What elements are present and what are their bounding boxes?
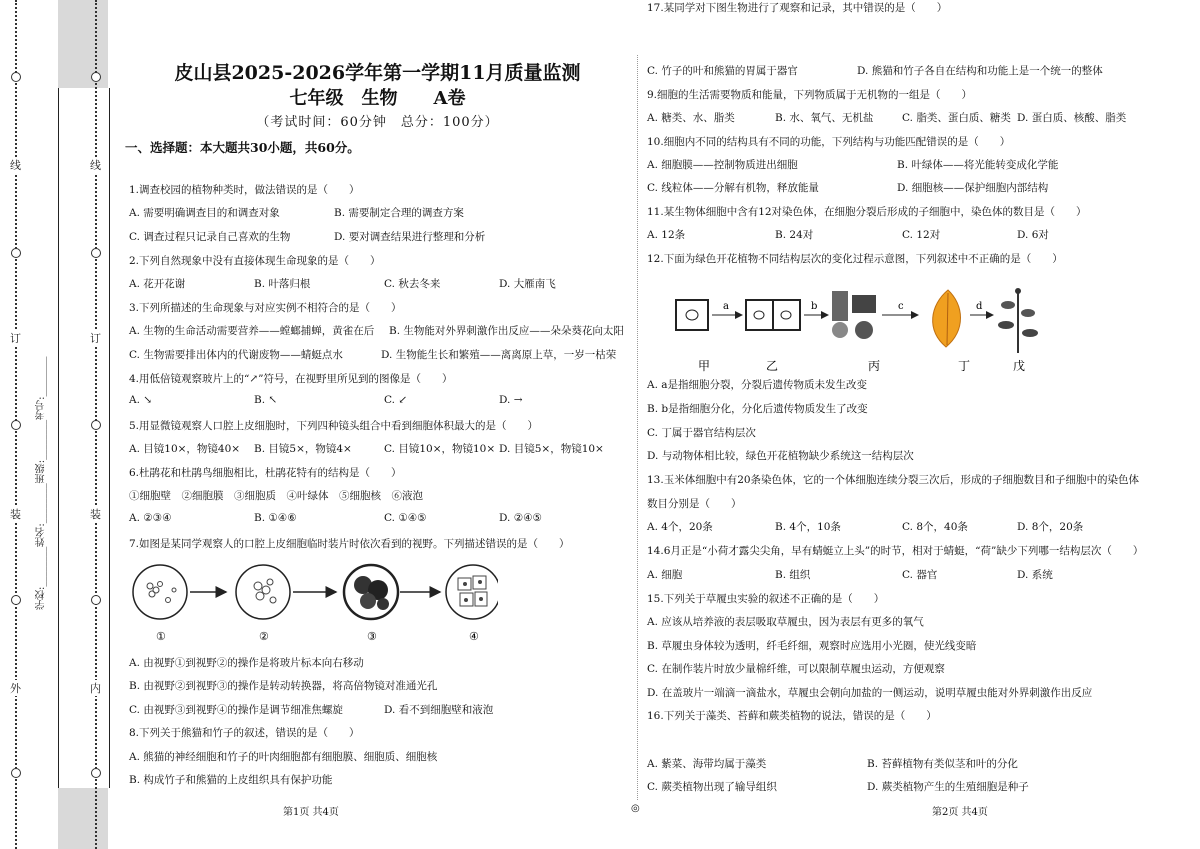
answer-option[interactable]: B. b是指细胞分化，分化后遗传物质发生了改变 (647, 403, 868, 415)
answer-option[interactable]: C. 调查过程只记录自己喜欢的生物 (129, 231, 291, 243)
binding-hole (11, 595, 21, 605)
answer-option[interactable]: D. 目镜5×，物镜10× (499, 443, 604, 455)
answer-option[interactable]: A. 糖类、水、脂类 (647, 112, 735, 124)
binding-mark-outer: 线 (10, 159, 21, 172)
binding-mark-outer: 外 (10, 682, 21, 695)
answer-option[interactable]: A. 应该从培养液的表层吸取草履虫，因为表层有更多的氧气 (647, 616, 924, 628)
binding-hole (91, 595, 101, 605)
stage-label: 戊 (1013, 359, 1026, 373)
answer-option[interactable]: D. 熊猫和竹子各自在结构和功能上是一个统一的整体 (857, 65, 1103, 77)
stage-label: 丙 (868, 359, 881, 373)
answer-option[interactable]: B. ↖ (254, 394, 278, 406)
answer-option[interactable]: B. 需要制定合理的调查方案 (334, 207, 464, 219)
binding-hole (91, 248, 101, 258)
answer-option[interactable]: C. 目镜10×，物镜10× (384, 443, 496, 455)
exam-subtitle: 七年级 生物 A卷 (289, 88, 466, 109)
answer-option[interactable]: B. 4个，10条 (775, 521, 841, 533)
question-stem: 11.某生物体细胞中含有12对染色体，在细胞分裂后形成的子细胞中，染色体的数目是（ ） (647, 206, 1087, 218)
stage-label: 丁 (958, 359, 971, 373)
answer-option[interactable]: D. 蛋白质、核酸、脂类 (1017, 112, 1127, 124)
answer-option[interactable]: D. 要对调查结果进行整理和分析 (334, 231, 486, 243)
answer-option[interactable]: C. 蕨类植物出现了输导组织 (647, 781, 777, 793)
answer-option[interactable]: B. ①④⑥ (254, 512, 297, 524)
stage-tissues (832, 291, 876, 339)
answer-option[interactable]: D. 细胞核——保护细胞内部结构 (897, 182, 1049, 194)
answer-option[interactable]: C. 丁属于器官结构层次 (647, 427, 756, 439)
answer-option[interactable]: C. 器官 (902, 569, 938, 581)
answer-option[interactable]: B. 目镜5×，物镜4× (254, 443, 352, 455)
binding-gutter-inner (58, 88, 110, 788)
step-label: b (811, 301, 818, 312)
answer-option[interactable]: D. ②④⑤ (499, 512, 542, 524)
answer-option[interactable]: B. 由视野②到视野③的操作是转动转换器，将高倍物镜对准通光孔 (129, 680, 438, 692)
question-stem: 6.杜鹃花和杜鹃鸟细胞相比，杜鹃花特有的结构是（ ） (129, 467, 402, 479)
answer-option[interactable]: D. 蕨类植物产生的生殖细胞是种子 (867, 781, 1029, 793)
question-stem: 17.某同学对下图生物进行了观察和记录，其中错误的是（ ） (647, 2, 948, 14)
answer-option[interactable]: C. 由视野③到视野④的操作是调节细准焦螺旋 (129, 704, 343, 716)
answer-option[interactable]: A. 细胞膜——控制物质进出细胞 (647, 159, 798, 171)
answer-option[interactable]: A. 生物的生命活动需要营养——螳螂捕蝉，黄雀在后 (129, 325, 375, 337)
question-stem: 15.下列关于草履虫实验的叙述不正确的是（ ） (647, 593, 885, 605)
step-label: d (976, 301, 983, 312)
fig7-label: ④ (469, 630, 479, 643)
answer-option[interactable]: C. 脂类、蛋白质、糖类 (902, 112, 1011, 124)
answer-option[interactable]: A. ↘ (129, 394, 153, 406)
answer-option[interactable]: C. 生物需要排出体内的代谢废物——蜻蜓点水 (129, 349, 343, 361)
fig7-label: ② (259, 630, 269, 643)
answer-option[interactable]: B. 组织 (775, 569, 811, 581)
student-info-fields[interactable]: 学校:________姓名:________班级:________考号:________ (36, 356, 47, 610)
answer-option[interactable]: A. 熊猫的神经细胞和竹子的叶肉细胞都有细胞膜、细胞质、细胞核 (129, 751, 438, 763)
question-stem: 1.调查校园的植物种类时，做法错误的是（ ） (129, 184, 360, 196)
stage-leaf (933, 290, 961, 347)
exam-info: （考试时间：60分钟 总分：100分） (256, 115, 499, 130)
answer-option[interactable]: C. ①④⑤ (384, 512, 427, 524)
answer-option[interactable]: D. 看不到细胞壁和液泡 (384, 704, 494, 716)
answer-option[interactable]: A. 细胞 (647, 569, 683, 581)
answer-option[interactable]: D. 大雁南飞 (499, 278, 556, 290)
answer-option[interactable]: B. 生物能对外界刺激作出反应——朵朵葵花向太阳 (389, 325, 624, 337)
binding-mark-inner: 线 (90, 159, 101, 172)
question-stem: 5.用显微镜观察人口腔上皮细胞时，下列四种镜头组合中看到细胞体积最大的是（ ） (129, 420, 539, 432)
answer-option[interactable]: D. 8个，20条 (1017, 521, 1084, 533)
answer-option[interactable]: D. → (499, 394, 523, 406)
view-1 (133, 565, 187, 619)
answer-option[interactable]: A. 需要明确调查目的和调查对象 (129, 207, 280, 219)
answer-option[interactable]: A. 花开花谢 (129, 278, 186, 290)
binding-mark-outer: 装 (10, 508, 21, 521)
left-page (125, 60, 630, 155)
answer-option[interactable]: C. 8个，40条 (902, 521, 968, 533)
binding-mark-inner: 装 (90, 508, 101, 521)
binding-hole (11, 768, 21, 778)
binding-hole (91, 420, 101, 430)
stage-cell (676, 300, 708, 330)
left-page-footer: 第1页 共4页 (283, 807, 339, 818)
answer-option[interactable]: C. 秋去冬来 (384, 278, 441, 290)
question-stem: 9.细胞的生活需要物质和能量，下列物质属于无机物的一组是（ ） (647, 89, 973, 101)
step-label: c (898, 301, 904, 312)
center-mark: ◎ (631, 803, 640, 814)
answer-option[interactable]: A. 目镜10×，物镜40× (129, 443, 241, 455)
question-stem: 4.用低倍镜观察玻片上的“↗”符号，在视野里所见到的图像是（ ） (129, 373, 453, 385)
question-stem: 10.细胞内不同的结构具有不同的功能，下列结构与功能匹配错误的是（ ） (647, 136, 1011, 148)
answer-option[interactable]: C. 线粒体——分解有机物，释放能量 (647, 182, 819, 194)
stage-label: 乙 (766, 359, 779, 373)
question-stem: 7.如图是某同学观察人的口腔上皮细胞临时装片时依次看到的视野。下列描述错误的是（ ） (129, 538, 570, 550)
answer-option[interactable]: B. 24对 (775, 229, 814, 241)
question-stem: 数目分别是（ ） (647, 498, 742, 510)
fig7-label: ③ (367, 630, 377, 643)
answer-option[interactable]: B. 苔藓植物有类似茎和叶的分化 (867, 758, 1018, 770)
answer-option[interactable]: C. ↙ (384, 394, 408, 406)
binding-mark-inner: 内 (90, 682, 101, 695)
question-stem: 3.下列所描述的生命现象与对应实例不相符合的是（ ） (129, 302, 402, 314)
answer-option[interactable]: A. 12条 (647, 229, 686, 241)
binding-mark-outer: 订 (10, 332, 21, 345)
answer-option[interactable]: A. 4个，20条 (647, 521, 713, 533)
binding-hole (11, 420, 21, 430)
stage-cells (746, 300, 800, 330)
fig7-label: ① (156, 630, 166, 643)
binding-hole (11, 248, 21, 258)
answer-option[interactable]: A. 紫菜、海带均属于藻类 (647, 758, 767, 770)
question-stem: 12.下面为绿色开花植物不同结构层次的变化过程示意图，下列叙述中不正确的是（ ） (647, 253, 1063, 265)
answer-option[interactable]: B. 草履虫身体较为透明，纤毛纤细，观察时应选用小光圈，使光线变暗 (647, 640, 977, 652)
question-stem: 16.下列关于藻类、苔藓和蕨类植物的说法，错误的是（ ） (647, 710, 937, 722)
answer-option[interactable]: D. 系统 (1017, 569, 1053, 581)
page-divider (637, 55, 638, 800)
question-stem: 14.6月正是“小荷才露尖尖角，早有蜻蜓立上头”的时节，相对于蜻蜓，“荷”缺少下列哪一结构层次（ ） (647, 545, 1144, 557)
binding-hole (91, 768, 101, 778)
answer-option[interactable]: B. 水、氧气、无机盐 (775, 112, 874, 124)
answer-option[interactable]: B. 叶绿体——将光能转变成化学能 (897, 159, 1059, 171)
answer-option[interactable]: D. 在盖玻片一端滴一滴盐水，草履虫会朝向加盐的一侧运动，说明草履虫能对外界刺激作出反应 (647, 687, 1093, 699)
answer-option[interactable]: C. 12对 (902, 229, 941, 241)
figure-12-plant-levels (668, 285, 1058, 375)
answer-option[interactable]: B. 叶落归根 (254, 278, 311, 290)
answer-option[interactable]: C. 在制作装片时放少量棉纤维，可以限制草履虫运动，方便观察 (647, 663, 945, 675)
view-4 (446, 565, 498, 619)
answer-option[interactable]: D. 6对 (1017, 229, 1049, 241)
binding-hole (11, 72, 21, 82)
answer-option[interactable]: D. 与动物体相比较，绿色开花植物缺少系统这一结构层次 (647, 450, 914, 462)
answer-option[interactable]: A. a是指细胞分裂，分裂后遗传物质未发生改变 (647, 379, 868, 391)
answer-option[interactable]: B. 构成竹子和熊猫的上皮组织具有保护功能 (129, 774, 333, 786)
answer-option[interactable]: D. 生物能生长和繁殖——离离原上草，一岁一枯荣 (381, 349, 617, 361)
step-label: a (723, 301, 729, 312)
section-heading: 一、选择题：本大题共30小题，共60分。 (125, 139, 360, 155)
stage-label: 甲 (698, 359, 711, 373)
figure-7-microscope-views (128, 560, 498, 645)
binding-mark-inner: 订 (90, 332, 101, 345)
view-2 (236, 565, 290, 619)
exam-title: 皮山县2025-2026学年第一学期11月质量监测 (174, 62, 581, 84)
answer-option[interactable]: ①细胞壁 ②细胞膜 ③细胞质 ④叶绿体 ⑤细胞核 ⑥液泡 (129, 490, 423, 502)
view-3 (344, 565, 398, 619)
question-stem: 13.玉米体细胞中有20条染色体，它的一个体细胞连续分裂三次后，形成的子细胞数目和子细胞中的染色体 (647, 474, 1140, 486)
answer-option[interactable]: C. 竹子的叶和熊猫的胃属于器官 (647, 65, 798, 77)
answer-option[interactable]: A. 由视野①到视野②的操作是将玻片标本向右移动 (129, 657, 364, 669)
question-stem: 8.下列关于熊猫和竹子的叙述，错误的是（ ） (129, 727, 360, 739)
right-page-footer: 第2页 共4页 (932, 807, 988, 818)
binding-hole (91, 72, 101, 82)
question-stem: 2.下列自然现象中没有直接体现生命现象的是（ ） (129, 255, 381, 267)
stage-plant (998, 288, 1038, 353)
answer-option[interactable]: A. ②③④ (129, 512, 172, 524)
